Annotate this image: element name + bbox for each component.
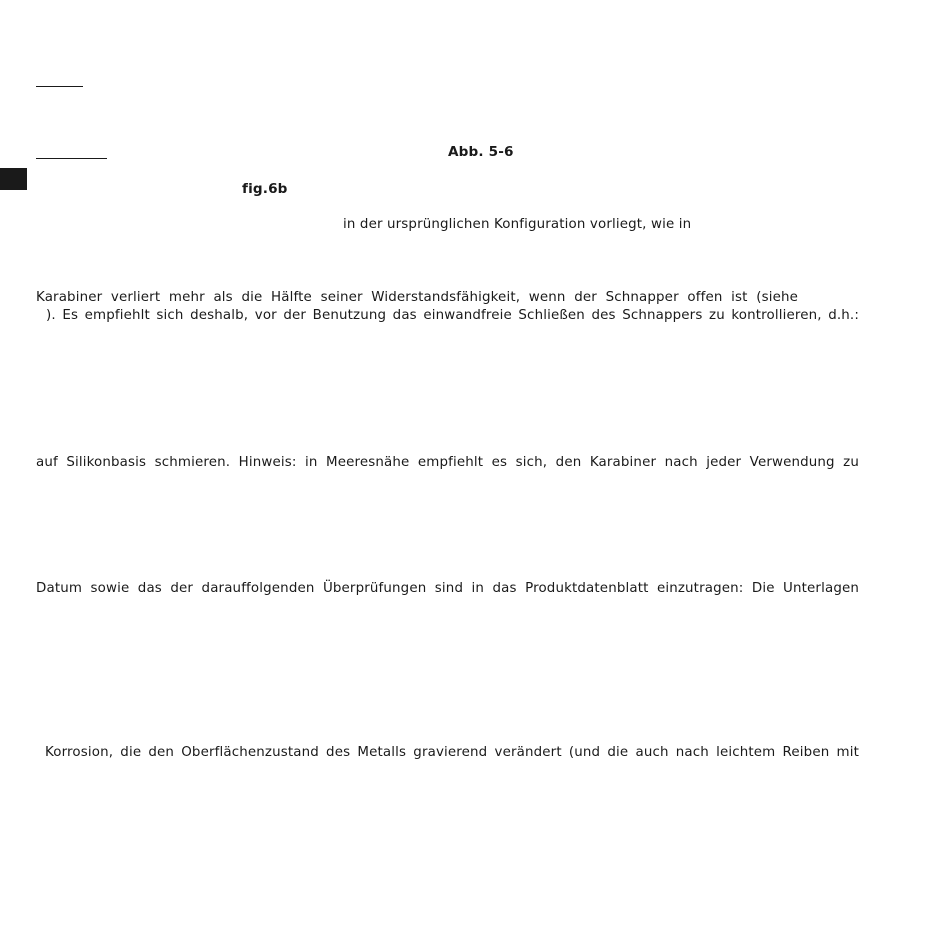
text-line-korrosion: Korrosion, die den Oberflächenzustand des Metalls gravierend verändert (und die auch nach leichtem Reiben mit xyxy=(45,745,859,760)
text-line-schnapper: ). Es empfiehlt sich deshalb, vor der Benutzung das einwandfreie Schließen des Schnappers zu kontrollieren, d.h.: xyxy=(46,308,859,323)
figure-label-fig: fig.6b xyxy=(242,181,288,197)
short-rule-middle xyxy=(36,158,107,159)
figure-label-abb: Abb. 5-6 xyxy=(448,144,514,160)
side-tab-marker xyxy=(0,168,27,190)
text-line-config: in der ursprünglichen Konfiguration vorliegt, wie in xyxy=(343,217,692,232)
text-line-karabiner: Karabiner verliert mehr als die Hälfte seiner Widerstandsfähigkeit, wenn der Schnapper offen ist (siehe xyxy=(36,290,798,305)
text-line-silikon: auf Silikonbasis schmieren. Hinweis: in Meeresnähe empfiehlt es sich, den Karabiner nach jeder Verwendung zu xyxy=(36,455,859,470)
text-line-datum: Datum sowie das der darauffolgenden Überprüfungen sind in das Produktdatenblatt einzutragen: Die Unterlagen xyxy=(36,581,859,596)
short-rule-top xyxy=(36,86,83,87)
